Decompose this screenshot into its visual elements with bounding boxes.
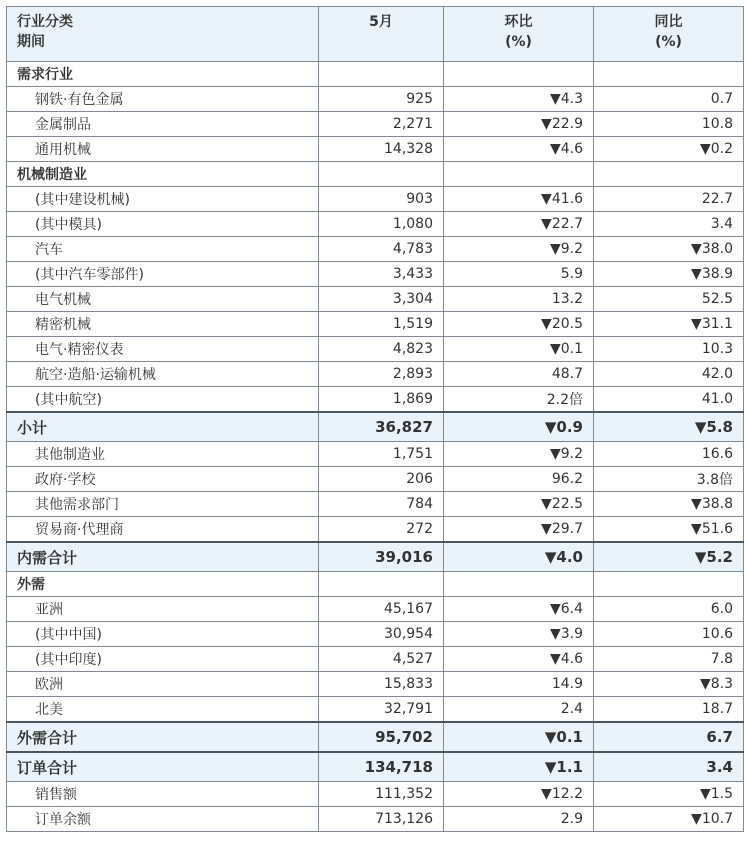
mom-change: ▼20.5 <box>444 312 594 337</box>
mom-change: ▼0.1 <box>444 337 594 362</box>
mom-change: ▼22.7 <box>444 212 594 237</box>
row-label: (其中汽车零部件) <box>7 262 319 287</box>
row-label: 精密机械 <box>7 312 319 337</box>
yoy-change <box>594 62 744 87</box>
mom-change: 2.2倍 <box>444 387 594 413</box>
row-label: 订单合计 <box>7 752 319 782</box>
row-label: (其中模具) <box>7 212 319 237</box>
mom-change: 48.7 <box>444 362 594 387</box>
yoy-change: ▼5.2 <box>594 542 744 572</box>
mom-change: ▼12.2 <box>444 782 594 807</box>
row-label: (其中建设机械) <box>7 187 319 212</box>
table-row <box>7 87 744 112</box>
row-label: 其他制造业 <box>7 442 319 467</box>
month-value: 39,016 <box>319 542 444 572</box>
month-value: 3,433 <box>319 262 444 287</box>
total-row <box>7 752 744 782</box>
yoy-change: 41.0 <box>594 387 744 413</box>
yoy-change: 18.7 <box>594 697 744 723</box>
table-row <box>7 362 744 387</box>
mom-change: 13.2 <box>444 287 594 312</box>
mom-change: 14.9 <box>444 672 594 697</box>
total-row <box>7 412 744 442</box>
row-label: 电气·精密仪表 <box>7 337 319 362</box>
mom-change: ▼29.7 <box>444 517 594 543</box>
mom-change <box>444 162 594 187</box>
row-label: 钢铁·有色金属 <box>7 87 319 112</box>
row-label: 其他需求部门 <box>7 492 319 517</box>
yoy-change: 0.7 <box>594 87 744 112</box>
table-row <box>7 492 744 517</box>
mom-change: ▼1.1 <box>444 752 594 782</box>
month-value: 2,271 <box>319 112 444 137</box>
month-value: 14,328 <box>319 137 444 162</box>
month-value: 925 <box>319 87 444 112</box>
category-row <box>7 162 744 187</box>
month-value: 36,827 <box>319 412 444 442</box>
month-value: 206 <box>319 467 444 492</box>
month-value <box>319 62 444 87</box>
month-value: 32,791 <box>319 697 444 723</box>
yoy-change: 52.5 <box>594 287 744 312</box>
total-row <box>7 722 744 752</box>
row-label: 电气机械 <box>7 287 319 312</box>
yoy-change: ▼8.3 <box>594 672 744 697</box>
table-row <box>7 647 744 672</box>
table-row <box>7 442 744 467</box>
table-row <box>7 672 744 697</box>
yoy-change: 22.7 <box>594 187 744 212</box>
row-label: (其中印度) <box>7 647 319 672</box>
month-value: 45,167 <box>319 597 444 622</box>
month-value: 111,352 <box>319 782 444 807</box>
yoy-change: 10.8 <box>594 112 744 137</box>
row-label: 政府·学校 <box>7 467 319 492</box>
month-value: 4,527 <box>319 647 444 672</box>
row-label: 小计 <box>7 412 319 442</box>
category-row <box>7 62 744 87</box>
table-row <box>7 622 744 647</box>
row-label: 机械制造业 <box>7 162 319 187</box>
mom-change <box>444 572 594 597</box>
yoy-change: ▼51.6 <box>594 517 744 543</box>
table-row <box>7 807 744 832</box>
yoy-change: 7.8 <box>594 647 744 672</box>
month-value: 1,751 <box>319 442 444 467</box>
row-label: 销售额 <box>7 782 319 807</box>
mom-change: ▼3.9 <box>444 622 594 647</box>
mom-change: ▼0.9 <box>444 412 594 442</box>
mom-change: ▼22.9 <box>444 112 594 137</box>
month-value: 1,869 <box>319 387 444 413</box>
yoy-change: 3.8倍 <box>594 467 744 492</box>
header-yoy <box>594 7 744 62</box>
month-value: 272 <box>319 517 444 543</box>
row-label: 订单余额 <box>7 807 319 832</box>
row-label: (其中中国) <box>7 622 319 647</box>
mom-change: ▼41.6 <box>444 187 594 212</box>
yoy-change: ▼38.0 <box>594 237 744 262</box>
mom-change: ▼4.3 <box>444 87 594 112</box>
table-row <box>7 262 744 287</box>
table-row <box>7 237 744 262</box>
mom-change: ▼0.1 <box>444 722 594 752</box>
table-row <box>7 187 744 212</box>
table-row <box>7 597 744 622</box>
yoy-change: 6.0 <box>594 597 744 622</box>
header-mom-line2: (%) <box>505 34 532 50</box>
header-category-line1: 行业分类 <box>17 14 73 30</box>
mom-change: ▼6.4 <box>444 597 594 622</box>
row-label: 航空·造船·运输机械 <box>7 362 319 387</box>
mom-change: ▼22.5 <box>444 492 594 517</box>
yoy-change: ▼5.8 <box>594 412 744 442</box>
row-label: 外需 <box>7 572 319 597</box>
yoy-change: 10.3 <box>594 337 744 362</box>
mom-change: 5.9 <box>444 262 594 287</box>
yoy-change: 6.7 <box>594 722 744 752</box>
month-value: 903 <box>319 187 444 212</box>
month-value: 4,783 <box>319 237 444 262</box>
month-value: 15,833 <box>319 672 444 697</box>
table-row <box>7 387 744 413</box>
mom-change: ▼9.2 <box>444 237 594 262</box>
month-value: 134,718 <box>319 752 444 782</box>
row-label: (其中航空) <box>7 387 319 413</box>
mom-change: ▼4.6 <box>444 647 594 672</box>
table-row <box>7 137 744 162</box>
month-value: 2,893 <box>319 362 444 387</box>
yoy-change <box>594 572 744 597</box>
header-row <box>7 7 744 62</box>
mom-change: 2.4 <box>444 697 594 723</box>
row-label: 亚洲 <box>7 597 319 622</box>
header-category <box>7 7 319 62</box>
table-row <box>7 287 744 312</box>
yoy-change: ▼0.2 <box>594 137 744 162</box>
yoy-change <box>594 162 744 187</box>
row-label: 通用机械 <box>7 137 319 162</box>
header-month <box>319 7 444 62</box>
table-body <box>7 62 744 832</box>
mom-change: ▼4.6 <box>444 137 594 162</box>
table-row <box>7 467 744 492</box>
mom-change: 2.9 <box>444 807 594 832</box>
month-value: 95,702 <box>319 722 444 752</box>
category-row <box>7 572 744 597</box>
yoy-change: 10.6 <box>594 622 744 647</box>
month-value: 30,954 <box>319 622 444 647</box>
mom-change: ▼4.0 <box>444 542 594 572</box>
yoy-change: ▼1.5 <box>594 782 744 807</box>
row-label: 欧洲 <box>7 672 319 697</box>
table-row <box>7 312 744 337</box>
mom-change: 96.2 <box>444 467 594 492</box>
header-mom-line1: 环比 <box>504 14 533 30</box>
table-row <box>7 782 744 807</box>
month-value: 713,126 <box>319 807 444 832</box>
month-value <box>319 162 444 187</box>
row-label: 外需合计 <box>7 722 319 752</box>
total-row <box>7 542 744 572</box>
mom-change <box>444 62 594 87</box>
mom-change: ▼9.2 <box>444 442 594 467</box>
month-value: 784 <box>319 492 444 517</box>
header-yoy-line1: 同比 <box>654 14 683 30</box>
header-mom <box>444 7 594 62</box>
row-label: 需求行业 <box>7 62 319 87</box>
table-row <box>7 517 744 543</box>
yoy-change: 16.6 <box>594 442 744 467</box>
table-row <box>7 112 744 137</box>
header-category-line2: 期间 <box>17 34 45 50</box>
yoy-change: ▼38.9 <box>594 262 744 287</box>
row-label: 北美 <box>7 697 319 723</box>
row-label: 金属制品 <box>7 112 319 137</box>
yoy-change: 3.4 <box>594 212 744 237</box>
header-month-label: 5月 <box>369 14 393 30</box>
yoy-change: 42.0 <box>594 362 744 387</box>
yoy-change: ▼10.7 <box>594 807 744 832</box>
month-value: 1,080 <box>319 212 444 237</box>
month-value: 1,519 <box>319 312 444 337</box>
row-label: 贸易商·代理商 <box>7 517 319 543</box>
table-row <box>7 212 744 237</box>
yoy-change: 3.4 <box>594 752 744 782</box>
row-label: 汽车 <box>7 237 319 262</box>
orders-table <box>6 6 744 832</box>
month-value: 4,823 <box>319 337 444 362</box>
yoy-change: ▼38.8 <box>594 492 744 517</box>
month-value: 3,304 <box>319 287 444 312</box>
row-label: 内需合计 <box>7 542 319 572</box>
header-yoy-line2: (%) <box>655 34 682 50</box>
table-row <box>7 337 744 362</box>
yoy-change: ▼31.1 <box>594 312 744 337</box>
table-row <box>7 697 744 723</box>
month-value <box>319 572 444 597</box>
